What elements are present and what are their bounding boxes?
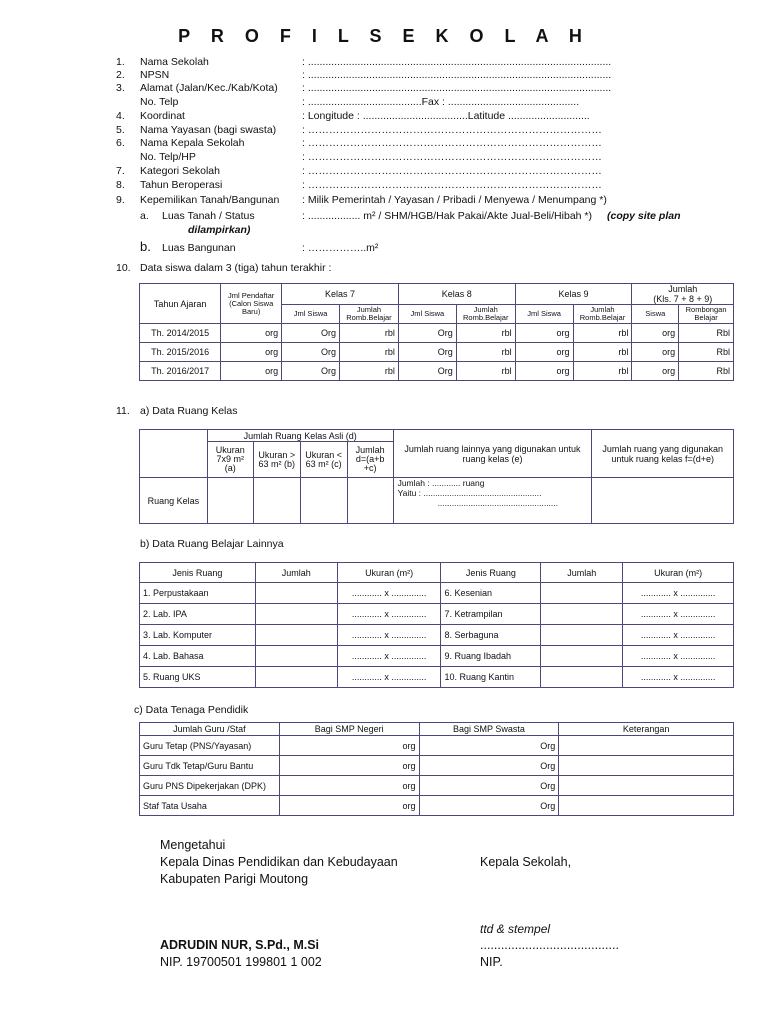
cell[interactable]: org <box>632 343 679 362</box>
cell[interactable] <box>559 756 734 776</box>
cell[interactable]: org <box>515 324 573 343</box>
cell[interactable] <box>300 478 347 524</box>
site-plan-note: (copy site plan <box>607 210 681 222</box>
header-rombel: Jumlah Romb.Belajar <box>340 305 399 324</box>
cell[interactable]: Org <box>419 776 559 796</box>
field-num: 2. <box>116 69 125 81</box>
section-label: c) Data Tenaga Pendidik <box>134 704 249 716</box>
section-num: 11. <box>116 405 130 417</box>
field-value[interactable]: : Longitude : ....................................Latitude ............................ <box>302 110 590 122</box>
field-label: Kepemilikan Tanah/Bangunan <box>140 194 280 206</box>
table-row <box>140 343 734 362</box>
sign-mengetahui: Mengetahui <box>160 838 226 852</box>
sign-dinas: Kepala Dinas Pendidikan dan Kebudayaan <box>160 855 398 869</box>
field-value[interactable]: : ………………………………………………………………………… <box>302 165 602 177</box>
room-name: 9. Ruang Ibadah <box>441 646 541 667</box>
field-num: 6. <box>116 137 125 149</box>
cell[interactable]: rbl <box>573 362 632 381</box>
cell[interactable]: org <box>279 736 419 756</box>
sign-left-nip: NIP. 19700501 199801 1 002 <box>160 955 322 969</box>
table-row <box>140 756 734 776</box>
table-row <box>140 646 734 667</box>
header-jml-siswa: Jml Siswa <box>282 305 340 324</box>
cell[interactable]: rbl <box>340 324 399 343</box>
site-plan-note-2: dilampirkan) <box>188 224 251 236</box>
section-label: a) Data Ruang Kelas <box>140 405 238 417</box>
field-label: Nama Sekolah <box>140 56 209 68</box>
header-total: Jumlah ruang yang digunakan untuk ruang kelas f=(d+e) <box>592 430 734 478</box>
header-jenis: Jenis Ruang <box>140 563 256 583</box>
room-name: 4. Lab. Bahasa <box>140 646 256 667</box>
field-value[interactable]: : ........................................................................................................ <box>302 56 612 68</box>
sign-kepsek: Kepala Sekolah, <box>480 855 572 869</box>
header-jumlah-guru: Jumlah Guru /Staf <box>140 723 280 736</box>
cell[interactable] <box>559 776 734 796</box>
cell[interactable] <box>559 736 734 756</box>
staff-type: Guru Tdk Tetap/Guru Bantu <box>140 756 280 776</box>
field-value[interactable]: : ………………………………………………………………………… <box>302 179 602 191</box>
cell[interactable]: rbl <box>456 362 515 381</box>
cell[interactable]: Org <box>282 324 340 343</box>
cell[interactable] <box>255 667 337 688</box>
table-row <box>140 796 734 816</box>
room-name: 7. Ketrampilan <box>441 604 541 625</box>
cell[interactable]: Org <box>398 343 456 362</box>
field-num: 3. <box>116 82 125 94</box>
sign-kabupaten: Kabupaten Parigi Moutong <box>160 872 309 886</box>
row-label: Ruang Kelas <box>140 478 208 524</box>
field-value[interactable]: : ……………..m² <box>302 242 379 254</box>
table-row <box>140 625 734 646</box>
field-label: Nama Kepala Sekolah <box>140 137 245 149</box>
header-smp-swasta: Bagi SMP Swasta <box>419 723 559 736</box>
header-jumlah: Jumlah <box>255 563 337 583</box>
row-year: Th. 2014/2015 <box>140 324 221 343</box>
yaitu-line-2: ................................................... <box>437 498 559 508</box>
header-jml-siswa: Jml Siswa <box>515 305 573 324</box>
cell[interactable]: org <box>632 324 679 343</box>
cell[interactable]: rbl <box>573 343 632 362</box>
cell[interactable] <box>255 604 337 625</box>
cell[interactable]: Org <box>282 343 340 362</box>
table-row <box>140 604 734 625</box>
cell[interactable] <box>253 478 300 524</box>
header-jml-pendaftar: Jml Pendaftar (Calon Siswa Baru) <box>221 284 282 324</box>
cell[interactable] <box>592 478 734 524</box>
cell[interactable]: Org <box>398 324 456 343</box>
header-tahun: Tahun Ajaran <box>140 284 221 324</box>
sign-right-nip: NIP. <box>480 955 503 969</box>
room-name: 6. Kesenian <box>441 583 541 604</box>
other-rooms-table <box>139 562 734 688</box>
cell[interactable]: org <box>515 343 573 362</box>
field-label: Koordinat <box>140 110 185 122</box>
student-data-table <box>139 283 734 381</box>
header-rombongan: Rombongan Belajar <box>679 305 734 324</box>
cell[interactable]: rbl <box>456 343 515 362</box>
cell-ruang-lain[interactable] <box>393 478 592 524</box>
cell[interactable]: Org <box>398 362 456 381</box>
cell[interactable]: org <box>221 362 282 381</box>
room-size[interactable]: ............ x .............. <box>337 604 441 625</box>
table-row <box>140 736 734 756</box>
field-value[interactable]: : ........................................................................................................ <box>302 82 612 94</box>
header-keterangan: Keterangan <box>559 723 734 736</box>
field-value[interactable]: : ………………………………………………………………………… <box>302 151 602 163</box>
room-size[interactable]: ............ x .............. <box>337 625 441 646</box>
header-d: Jumlah d=(a+b +c) <box>347 442 393 478</box>
room-size[interactable]: ............ x .............. <box>623 646 734 667</box>
header-jumlah: Jumlah (Kls. 7 + 8 + 9) <box>632 284 734 305</box>
room-size[interactable]: ............ x .............. <box>623 667 734 688</box>
header-ruang-lain: Jumlah ruang lainnya yang digunakan untuk ruang kelas (e) <box>393 430 592 478</box>
table-row <box>140 362 734 381</box>
field-value[interactable]: : ………………………………………………………………………… <box>302 137 602 149</box>
cell[interactable]: rbl <box>340 343 399 362</box>
cell[interactable]: Org <box>419 796 559 816</box>
room-name: 1. Perpustakaan <box>140 583 256 604</box>
cell[interactable]: Org <box>419 756 559 776</box>
room-size[interactable]: ............ x .............. <box>623 583 734 604</box>
row-year: Th. 2016/2017 <box>140 362 221 381</box>
section-num: 10. <box>116 262 131 274</box>
yaitu-line: Yaitu : .................................................. <box>397 488 542 498</box>
field-num: a. <box>140 210 149 222</box>
row-year: Th. 2015/2016 <box>140 343 221 362</box>
staff-type: Guru PNS Dipekerjakan (DPK) <box>140 776 280 796</box>
cell[interactable] <box>255 646 337 667</box>
field-value[interactable]: : ………………………………………………………………………… <box>302 124 602 136</box>
cell[interactable]: Rbl <box>679 343 734 362</box>
cell[interactable]: org <box>221 324 282 343</box>
cell[interactable]: Rbl <box>679 324 734 343</box>
field-label: Kategori Sekolah <box>140 165 220 177</box>
cell[interactable]: org <box>279 756 419 776</box>
field-num: b. <box>140 239 151 254</box>
room-name: 5. Ruang UKS <box>140 667 256 688</box>
cell[interactable]: org <box>279 796 419 816</box>
cell[interactable]: rbl <box>456 324 515 343</box>
field-value[interactable]: : Milik Pemerintah / Yayasan / Pribadi / Menyewa / Menumpang *) <box>302 194 607 206</box>
field-num: 5. <box>116 124 125 136</box>
header-siswa: Siswa <box>632 305 679 324</box>
room-name: 8. Serbaguna <box>441 625 541 646</box>
cell[interactable] <box>559 796 734 816</box>
sign-ttd: ttd & stempel <box>480 922 551 936</box>
header-kelas9: Kelas 9 <box>515 284 632 305</box>
field-num: 7. <box>116 165 125 177</box>
section-label: Data siswa dalam 3 (tiga) tahun terakhir : <box>140 262 332 274</box>
table-row <box>140 324 734 343</box>
field-label: Alamat (Jalan/Kec./Kab/Kota) <box>140 82 278 94</box>
staff-type: Staf Tata Usaha <box>140 796 280 816</box>
cell[interactable] <box>541 625 623 646</box>
cell[interactable]: Org <box>282 362 340 381</box>
room-size[interactable]: ............ x .............. <box>623 625 734 646</box>
cell[interactable]: org <box>515 362 573 381</box>
cell[interactable] <box>255 583 337 604</box>
header-rombel: Jumlah Romb.Belajar <box>456 305 515 324</box>
cell[interactable]: org <box>279 776 419 796</box>
header-jumlah: Jumlah <box>541 563 623 583</box>
field-label: Nama Yayasan (bagi swasta) <box>140 124 277 136</box>
room-name: 3. Lab. Komputer <box>140 625 256 646</box>
cell[interactable]: rbl <box>340 362 399 381</box>
field-num: 9. <box>116 194 125 206</box>
room-size[interactable]: ............ x .............. <box>337 583 441 604</box>
cell[interactable] <box>207 478 253 524</box>
table-row <box>140 583 734 604</box>
room-size[interactable]: ............ x .............. <box>337 667 441 688</box>
cell[interactable]: rbl <box>573 324 632 343</box>
field-num: 1. <box>116 56 125 68</box>
field-label: NPSN <box>140 69 170 81</box>
field-label: Luas Tanah / Status <box>162 210 255 222</box>
field-num: 8. <box>116 179 125 191</box>
classroom-table <box>139 429 734 524</box>
header-a: Ukuran 7x9 m² (a) <box>207 442 253 478</box>
room-name: 10. Ruang Kantin <box>441 667 541 688</box>
header-smp-negeri: Bagi SMP Negeri <box>279 723 419 736</box>
field-num: 4. <box>116 110 125 122</box>
cell[interactable]: Org <box>419 736 559 756</box>
header-kelas7: Kelas 7 <box>282 284 399 305</box>
jumlah-line: Jumlah : ............ ruang <box>397 478 485 488</box>
cell[interactable] <box>541 667 623 688</box>
section-label: b) Data Ruang Belajar Lainnya <box>140 538 284 550</box>
cell[interactable] <box>347 478 393 524</box>
table-row <box>140 776 734 796</box>
field-label: No. Telp <box>140 96 179 108</box>
header-b: Ukuran > 63 m² (b) <box>253 442 300 478</box>
sign-left-name: ADRUDIN NUR, S.Pd., M.Si <box>160 938 320 952</box>
header-c: Ukuran < 63 m² (c) <box>300 442 347 478</box>
room-name: 2. Lab. IPA <box>140 604 256 625</box>
header-ukuran: Ukuran (m²) <box>623 563 734 583</box>
field-value[interactable]: : .................. m² / SHM/HGB/Hak Pakai/Akte Jual-Beli/Hibah *) <box>302 210 592 222</box>
header-jml-siswa: Jml Siswa <box>398 305 456 324</box>
header-kelas8: Kelas 8 <box>398 284 515 305</box>
field-label: Tahun Beroperasi <box>140 179 223 191</box>
header-ruang-asli: Jumlah Ruang Kelas Asli (d) <box>207 430 393 442</box>
cell[interactable] <box>255 625 337 646</box>
cell[interactable]: org <box>221 343 282 362</box>
header-jenis: Jenis Ruang <box>441 563 541 583</box>
field-value[interactable]: : .......................................Fax : ............................................. <box>302 96 580 108</box>
cell[interactable]: org <box>632 362 679 381</box>
sign-right-dots[interactable]: ........................................ <box>480 938 619 952</box>
page-title: P R O F I L S E K O L A H <box>178 26 590 46</box>
staff-type: Guru Tetap (PNS/Yayasan) <box>140 736 280 756</box>
field-label: Luas Bangunan <box>162 242 236 254</box>
cell[interactable] <box>541 604 623 625</box>
table-row <box>140 667 734 688</box>
staff-table <box>139 722 734 816</box>
room-size[interactable]: ............ x .............. <box>623 604 734 625</box>
field-label: No. Telp/HP <box>140 151 196 163</box>
header-ukuran: Ukuran (m²) <box>337 563 441 583</box>
room-size[interactable]: ............ x .............. <box>337 646 441 667</box>
cell[interactable] <box>541 646 623 667</box>
cell[interactable]: Rbl <box>679 362 734 381</box>
cell[interactable] <box>541 583 623 604</box>
field-value[interactable]: : ........................................................................................................ <box>302 69 612 81</box>
header-rombel: Jumlah Romb.Belajar <box>573 305 632 324</box>
